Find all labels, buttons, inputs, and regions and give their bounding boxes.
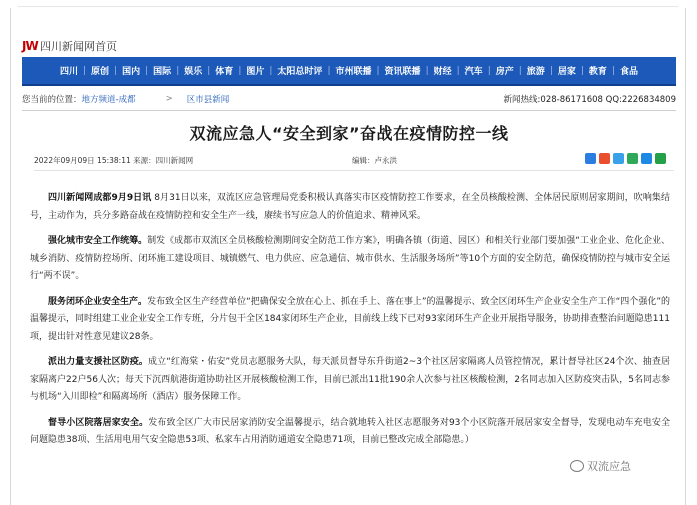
article-paragraph-2 [30,233,670,286]
nav-item-entertainment[interactable]: 娱乐 [184,67,203,77]
nav-separator: | [238,65,242,76]
article-title: 双流应急人“安全到家”奋战在疫情防控一线 [189,124,509,143]
nav-separator: | [327,65,331,76]
nav-item-city-broadcast[interactable]: 市州联播 [335,67,372,77]
paragraph-2-text: 制发《成都市双流区全员核酸检测期间安全防范工作方案》，明确各镇（街道、园区）和相关行业部门要加强“工业企业、危化企业、城乡消防、疫情防控场所、闭环施工建设项目、城镇燃气、电力供应、应急通信、城市供水、生活服务场所”等10个方面的安全防范，确保疫情防控与城市安全运行“两不误”。 [30,236,670,281]
nav-item-sichuan[interactable]: 四川 [59,67,78,77]
nav-separator: | [487,65,491,76]
breadcrumb-link-district-news[interactable]: 区市县新闻 [186,95,230,105]
wechat-watermark [570,458,631,474]
breadcrumb [22,92,676,106]
meta-divider [34,170,674,171]
paragraph-5-text: 发布致全区广大市民居家消防安全温馨提示，结合就地转入社区志愿服务对93个小区院落开展居家安全督导，发现电动车充电安全问题隐患38项、生活用电用气安全隐患53项、私家车占用消防通道安全隐患71项，目前已整改完成全部隐患。） [30,417,670,445]
nav-separator: | [580,65,584,76]
article-date-source: 2022年09月09日 15:38:11 来源：四川新闻网 [34,156,194,165]
site-home-link[interactable]: 四川新闻网首页 [40,40,117,53]
top-border-line [18,6,678,7]
article-paragraph-3 [30,294,670,347]
nav-item-travel[interactable]: 旅游 [526,67,545,77]
nav-separator: | [176,65,180,76]
nav-separator: | [269,65,273,76]
share-tencent-icon[interactable] [641,153,652,164]
paragraph-lead-heading: 四川新闻网成都9月9日讯 [48,193,152,203]
share-renren-icon[interactable] [627,153,638,164]
nav-separator: | [549,65,553,76]
nav-separator: | [145,65,149,76]
nav-item-commentary[interactable]: 太阳总时评 [277,67,323,77]
article-paragraph-5 [30,415,670,450]
paragraph-3-heading: 服务闭环企业安全生产。 [48,296,148,307]
paragraph-3-text: 发布致全区生产经营单位“把确保安全放在心上、抓在手上、落在事上”的温馨提示、致全区闭环生产企业安全生产工作“四个强化”的温馨提示，同时组建工业企业安全工作专班，分片包干全区184家闭环生产企业，目前线上线下已对93家闭环生产企业开展指导服务，协助排查整治问题隐患111项，提出针对性意见建议28条。 [30,296,670,342]
article-paragraph-4 [30,354,670,407]
article-paragraph-lead [30,190,670,225]
nav-item-domestic[interactable]: 国内 [122,67,141,77]
nav-separator: | [518,65,522,76]
nav-separator: | [425,65,429,76]
watermark-text: 双流应急 [587,460,631,473]
nav-separator: | [114,65,118,76]
article-body [30,190,670,458]
nav-separator: | [207,65,211,76]
breadcrumb-link-local-channel[interactable]: 地方频道-成都 [81,95,136,105]
nav-item-pictures[interactable]: 图片 [246,67,265,77]
site-logo[interactable] [22,36,117,56]
nav-item-home[interactable]: 居家 [557,67,576,77]
nav-item-food[interactable]: 食品 [619,67,638,77]
paragraph-4-text: 成立“红海棠・佑安”党员志愿服务大队，每天派员督导东升街道2~3个社区居家隔离人员管控情况，累计督导社区24个次、抽查居家隔离户22户56人次；每天下沉西航港街道协助社区开展核酸检测工作，目前已派出11批190余人次参与社区核酸检测，2名同志加入区防疫突击队，5名同志参与机场“入川即检”和隔离场所（酒店）服务保障工作。 [30,357,670,402]
share-plus-icon[interactable] [585,153,596,164]
breadcrumb-arrow-icon: > [165,94,173,104]
nav-item-finance[interactable]: 财经 [433,67,452,77]
nav-item-realestate[interactable]: 房产 [495,67,514,77]
share-qzone-icon[interactable] [599,153,610,164]
nav-item-sports[interactable]: 体育 [215,67,234,77]
article-editor: 编辑：卢永洪 [352,156,397,165]
share-wechat-icon[interactable] [655,153,666,164]
main-navigation [22,57,676,86]
nav-item-news-broadcast[interactable]: 资讯联播 [384,67,421,77]
article-meta [34,153,674,167]
breadcrumb-label: 您当前的位置： [22,95,82,105]
nav-item-international[interactable]: 国际 [153,67,172,77]
nav-separator: | [83,65,87,76]
paragraph-2-heading: 强化城市安全工作统筹。 [48,236,148,246]
news-hotline: 新闻热线:028-86171608 QQ:2226834809 [503,95,676,105]
nav-separator: | [611,65,615,76]
paragraph-lead-text: 8月31日以来，双流区应急管理局党委积极认真落实市区疫情防控工作要求，在全员核酸检测、全体居民原则居家期间，吹响集结号，主动作为，兵分多路奋战在疫情防控和安全生产一线，赓续书写应急人的价值追求、精神风采。 [30,193,670,221]
nav-separator: | [376,65,380,76]
paragraph-4-heading: 派出力量支援社区防疫。 [48,357,149,367]
nav-item-education[interactable]: 教育 [588,67,607,77]
nav-item-auto[interactable]: 汽车 [464,67,483,77]
share-toolbar [585,153,666,164]
header-divider [22,110,676,111]
share-weibo-icon[interactable] [613,153,624,164]
nav-separator: | [456,65,460,76]
wechat-icon [570,460,584,472]
site-logo-icon: JW [22,39,38,53]
paragraph-5-heading: 督导小区院落居家安全。 [48,417,149,428]
nav-item-original[interactable]: 原创 [91,67,110,77]
